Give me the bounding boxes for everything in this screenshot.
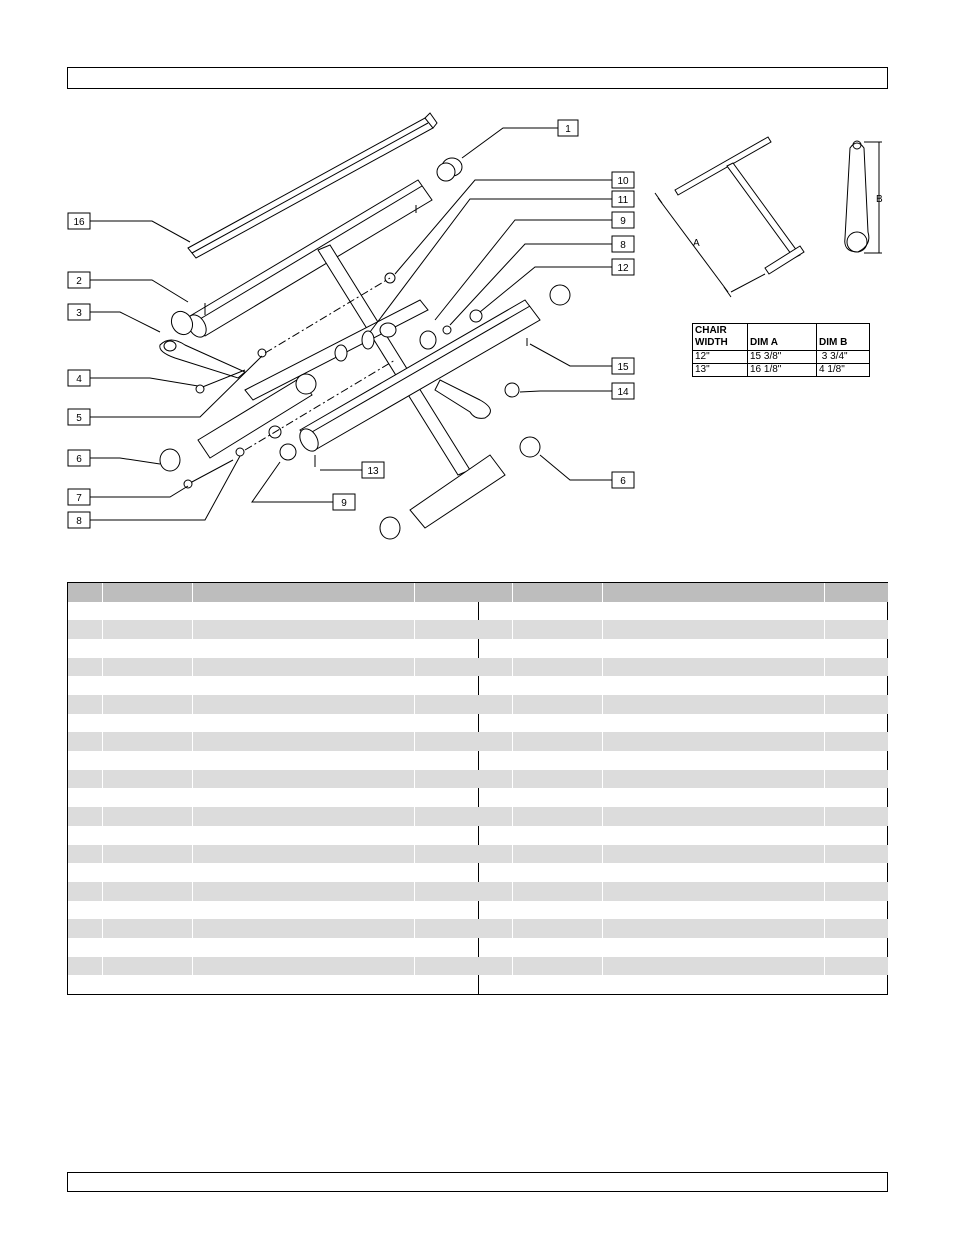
parts-list-cell [103, 826, 193, 845]
exploded-parts-diagram [0, 0, 954, 600]
parts-list-row [478, 658, 888, 677]
dim-a-label: A [693, 238, 700, 249]
parts-list-cell [603, 845, 825, 864]
parts-list-cell [478, 975, 513, 994]
callout-label: 9 [620, 216, 626, 227]
parts-list-cell [193, 845, 415, 864]
parts-list-cell [478, 732, 513, 751]
parts-list-cell [415, 583, 478, 602]
parts-list-row [478, 938, 888, 957]
parts-list-cell [513, 639, 603, 658]
parts-list-row [478, 620, 888, 639]
parts-list-row [68, 602, 478, 621]
parts-list-cell [478, 863, 513, 882]
parts-list-cell [193, 602, 415, 621]
parts-list-cell [415, 919, 478, 938]
parts-list-cell [603, 882, 825, 901]
parts-list-cell [478, 770, 513, 789]
parts-list-cell [513, 676, 603, 695]
parts-list-cell [603, 714, 825, 733]
parts-list-cell [478, 602, 513, 621]
parts-list-cell [478, 882, 513, 901]
parts-list-row [478, 826, 888, 845]
parts-list-cell [415, 938, 478, 957]
parts-list-cell [513, 901, 603, 920]
parts-list-cell [513, 658, 603, 677]
parts-list-cell [415, 751, 478, 770]
dim-b-label: B [876, 194, 883, 205]
parts-list-cell [603, 938, 825, 957]
parts-list-cell [513, 620, 603, 639]
parts-list-cell [193, 770, 415, 789]
parts-list-cell [478, 845, 513, 864]
parts-list-cell [103, 789, 193, 808]
parts-list-cell [478, 676, 513, 695]
parts-list-cell [825, 714, 888, 733]
parts-list-cell [193, 919, 415, 938]
parts-list-cell [68, 789, 103, 808]
parts-list-cell [513, 919, 603, 938]
callout-label: 16 [73, 217, 85, 228]
parts-list-cell [825, 845, 888, 864]
callout-label: 8 [620, 240, 626, 251]
parts-list-cell [478, 751, 513, 770]
parts-list-cell [193, 826, 415, 845]
footer-bar [67, 1172, 888, 1192]
parts-list-cell [103, 639, 193, 658]
parts-list-row [68, 751, 478, 770]
parts-list-row [68, 732, 478, 751]
callout-label: 10 [617, 176, 629, 187]
parts-list-cell [825, 901, 888, 920]
parts-list-cell [825, 676, 888, 695]
chair-width-cell: 12" [693, 351, 748, 364]
parts-list-cell [513, 845, 603, 864]
parts-list-cell [603, 732, 825, 751]
parts-list-cell [513, 732, 603, 751]
parts-list-cell [415, 845, 478, 864]
parts-list-row [478, 639, 888, 658]
parts-list-row [68, 975, 478, 994]
parts-list-cell [825, 882, 888, 901]
dim-b-cell: 3 3/4" [817, 351, 870, 364]
parts-list-cell [513, 882, 603, 901]
callout-label: 5 [76, 413, 82, 424]
parts-list-row [68, 676, 478, 695]
parts-list-cell [103, 695, 193, 714]
callout-label: 13 [367, 466, 379, 477]
parts-list-cell [415, 863, 478, 882]
parts-list-cell [103, 901, 193, 920]
header-chair-width: CHAIR WIDTH [693, 324, 748, 351]
parts-list-row [68, 845, 478, 864]
parts-list-cell [825, 583, 888, 602]
parts-list-row [478, 732, 888, 751]
parts-list-cell [68, 695, 103, 714]
parts-list-row [68, 714, 478, 733]
parts-list-cell [68, 583, 103, 602]
parts-list-cell [478, 826, 513, 845]
parts-list-row [478, 789, 888, 808]
dim-a-cell: 16 1/8" [748, 364, 817, 377]
parts-list-cell [68, 714, 103, 733]
parts-list-cell [103, 751, 193, 770]
parts-list-cell [68, 863, 103, 882]
parts-list-cell [603, 826, 825, 845]
callout-label: 8 [76, 516, 82, 527]
parts-list-cell [415, 732, 478, 751]
parts-list-cell [68, 975, 103, 994]
parts-list-cell [68, 639, 103, 658]
parts-list-cell [513, 714, 603, 733]
callout-label: 6 [620, 476, 626, 487]
parts-list-cell [415, 770, 478, 789]
parts-list-cell [478, 919, 513, 938]
parts-list-cell [68, 826, 103, 845]
parts-list-cell [478, 938, 513, 957]
parts-list-cell [513, 807, 603, 826]
parts-list-cell [193, 583, 415, 602]
parts-list-cell [103, 938, 193, 957]
callout-label: 3 [76, 308, 82, 319]
parts-list-cell [478, 695, 513, 714]
chair-width-cell: 13" [693, 364, 748, 377]
rear-lower-tube [380, 437, 540, 539]
parts-list-cell [825, 658, 888, 677]
parts-list-cell [513, 863, 603, 882]
parts-list-cell [68, 845, 103, 864]
parts-list-cell [513, 751, 603, 770]
parts-list-row [478, 695, 888, 714]
parts-list-cell [478, 789, 513, 808]
parts-list-cell [825, 938, 888, 957]
parts-list-row [68, 695, 478, 714]
parts-list-cell [825, 770, 888, 789]
parts-list-row [68, 938, 478, 957]
parts-list-row [68, 620, 478, 639]
callout-label: 9 [341, 498, 347, 509]
parts-list-cell [193, 676, 415, 695]
parts-list-row [478, 863, 888, 882]
parts-list-cell [193, 789, 415, 808]
parts-list-row [478, 975, 888, 994]
parts-list-cell [103, 957, 193, 976]
parts-list-cell [193, 807, 415, 826]
parts-list-header-row [478, 583, 888, 602]
dim-a-cell: 15 3/8" [748, 351, 817, 364]
callout-label: 11 [617, 195, 629, 206]
parts-list-cell [825, 751, 888, 770]
parts-list-cell [103, 602, 193, 621]
parts-list-cell [825, 789, 888, 808]
parts-list-cell [478, 583, 513, 602]
parts-list-cell [193, 620, 415, 639]
parts-list-cell [193, 751, 415, 770]
parts-list-cell [415, 620, 478, 639]
parts-list-cell [68, 658, 103, 677]
parts-list-row [478, 770, 888, 789]
parts-list-table [67, 582, 888, 995]
parts-list-cell [478, 714, 513, 733]
parts-list-cell [103, 658, 193, 677]
dimension-table-row [693, 364, 870, 377]
parts-list-cell [415, 658, 478, 677]
parts-list-cell [68, 901, 103, 920]
parts-list-cell [68, 620, 103, 639]
parts-list-cell [825, 602, 888, 621]
parts-list-cell [825, 975, 888, 994]
parts-list-cell [513, 770, 603, 789]
parts-list-cell [478, 901, 513, 920]
parts-list-cell [478, 658, 513, 677]
parts-list-cell [825, 807, 888, 826]
parts-list-row [478, 751, 888, 770]
parts-list-cell [68, 602, 103, 621]
parts-list-cell [603, 770, 825, 789]
parts-list-row [68, 789, 478, 808]
parts-list-cell [603, 807, 825, 826]
parts-list-cell [603, 919, 825, 938]
parts-list-cell [513, 789, 603, 808]
parts-list-cell [415, 957, 478, 976]
parts-list-cell [478, 957, 513, 976]
parts-list-cell [103, 882, 193, 901]
parts-list-cell [193, 714, 415, 733]
parts-list-cell [193, 882, 415, 901]
parts-list-row [478, 901, 888, 920]
callout-label: 7 [76, 493, 82, 504]
parts-list-cell [415, 826, 478, 845]
parts-list-row [478, 807, 888, 826]
parts-list-cell [603, 658, 825, 677]
parts-list-cell [68, 770, 103, 789]
parts-list-cell [103, 583, 193, 602]
dimension-table-row [693, 351, 870, 364]
callout-labels [73, 124, 629, 527]
parts-list-cell [68, 938, 103, 957]
parts-list-cell [825, 826, 888, 845]
parts-list-cell [415, 975, 478, 994]
callout-label: 12 [617, 263, 629, 274]
parts-list-cell [603, 975, 825, 994]
dimension-a-detail [655, 137, 804, 297]
parts-list-cell [103, 807, 193, 826]
parts-list-cell [415, 901, 478, 920]
parts-list-cell [603, 602, 825, 621]
parts-list-cell [193, 639, 415, 658]
parts-list-row [68, 770, 478, 789]
parts-list-cell [478, 620, 513, 639]
parts-list-cell [825, 919, 888, 938]
parts-list-row [68, 882, 478, 901]
side-rail-part [188, 113, 437, 258]
parts-list-cell [603, 639, 825, 658]
callout-label: 15 [617, 362, 629, 373]
parts-list-row [68, 863, 478, 882]
parts-list-header-row [68, 583, 478, 602]
parts-list-cell [603, 676, 825, 695]
parts-list-cell [415, 789, 478, 808]
parts-list-cell [193, 863, 415, 882]
parts-list-cell [103, 770, 193, 789]
callout-label: 2 [76, 276, 82, 287]
dimension-b-detail [845, 141, 883, 253]
parts-list-cell [513, 602, 603, 621]
parts-list-row [478, 882, 888, 901]
parts-list-cell [103, 714, 193, 733]
parts-list-row [68, 658, 478, 677]
parts-list-cell [825, 639, 888, 658]
parts-list-cell [103, 863, 193, 882]
dimension-table-header [693, 324, 870, 351]
dim-b-cell: 4 1/8" [817, 364, 870, 377]
parts-list-cell [68, 751, 103, 770]
parts-list-cell [478, 639, 513, 658]
parts-list-row [68, 807, 478, 826]
parts-list-cell [103, 732, 193, 751]
parts-list-cell [68, 732, 103, 751]
callout-label: 1 [565, 124, 571, 135]
parts-list-cell [513, 957, 603, 976]
parts-list-row [68, 919, 478, 938]
callout-label: 6 [76, 454, 82, 465]
parts-list-row [478, 919, 888, 938]
parts-list-right [478, 583, 888, 994]
parts-list-row [478, 676, 888, 695]
parts-list-row [478, 957, 888, 976]
parts-list-cell [478, 807, 513, 826]
parts-list-cell [415, 807, 478, 826]
parts-list-cell [513, 695, 603, 714]
callout-boxes [68, 120, 634, 528]
parts-list-cell [103, 845, 193, 864]
parts-list-cell [513, 583, 603, 602]
parts-list-cell [193, 658, 415, 677]
parts-list-cell [103, 676, 193, 695]
parts-list-cell [415, 714, 478, 733]
parts-list-cell [415, 639, 478, 658]
parts-list-cell [193, 957, 415, 976]
parts-list-cell [68, 919, 103, 938]
parts-list-cell [103, 975, 193, 994]
parts-list-row [478, 845, 888, 864]
parts-list-cell [193, 975, 415, 994]
parts-list-cell [415, 602, 478, 621]
parts-list-cell [68, 807, 103, 826]
dimension-table [692, 323, 870, 377]
parts-list-cell [603, 863, 825, 882]
parts-list-cell [193, 732, 415, 751]
callout-label: 14 [617, 387, 629, 398]
parts-list-cell [193, 901, 415, 920]
end-cap-upper [437, 158, 462, 181]
callout-label: 4 [76, 374, 82, 385]
parts-list-cell [415, 882, 478, 901]
parts-list-cell [193, 938, 415, 957]
parts-list-cell [603, 583, 825, 602]
parts-list-cell [68, 676, 103, 695]
parts-list-row [478, 602, 888, 621]
parts-list-cell [603, 789, 825, 808]
parts-list-cell [603, 901, 825, 920]
parts-list-cell [825, 695, 888, 714]
parts-list-cell [825, 732, 888, 751]
parts-list-cell [603, 695, 825, 714]
parts-list-left [68, 583, 479, 994]
header-dim-b: DIM B [817, 324, 870, 351]
parts-list-cell [603, 751, 825, 770]
parts-list-cell [415, 676, 478, 695]
header-dim-a: DIM A [748, 324, 817, 351]
parts-list-cell [103, 919, 193, 938]
parts-list-cell [825, 957, 888, 976]
parts-list-row [68, 639, 478, 658]
parts-list-cell [68, 957, 103, 976]
parts-list-cell [68, 882, 103, 901]
parts-list-cell [415, 695, 478, 714]
parts-list-cell [513, 938, 603, 957]
parts-list-row [478, 714, 888, 733]
parts-list-cell [825, 620, 888, 639]
parts-list-cell [513, 826, 603, 845]
parts-list-cell [603, 620, 825, 639]
parts-list-row [68, 957, 478, 976]
parts-list-row [68, 901, 478, 920]
parts-list-cell [513, 975, 603, 994]
parts-list-cell [193, 695, 415, 714]
parts-list-cell [103, 620, 193, 639]
parts-list-row [68, 826, 478, 845]
parts-list-cell [825, 863, 888, 882]
parts-list-cell [603, 957, 825, 976]
